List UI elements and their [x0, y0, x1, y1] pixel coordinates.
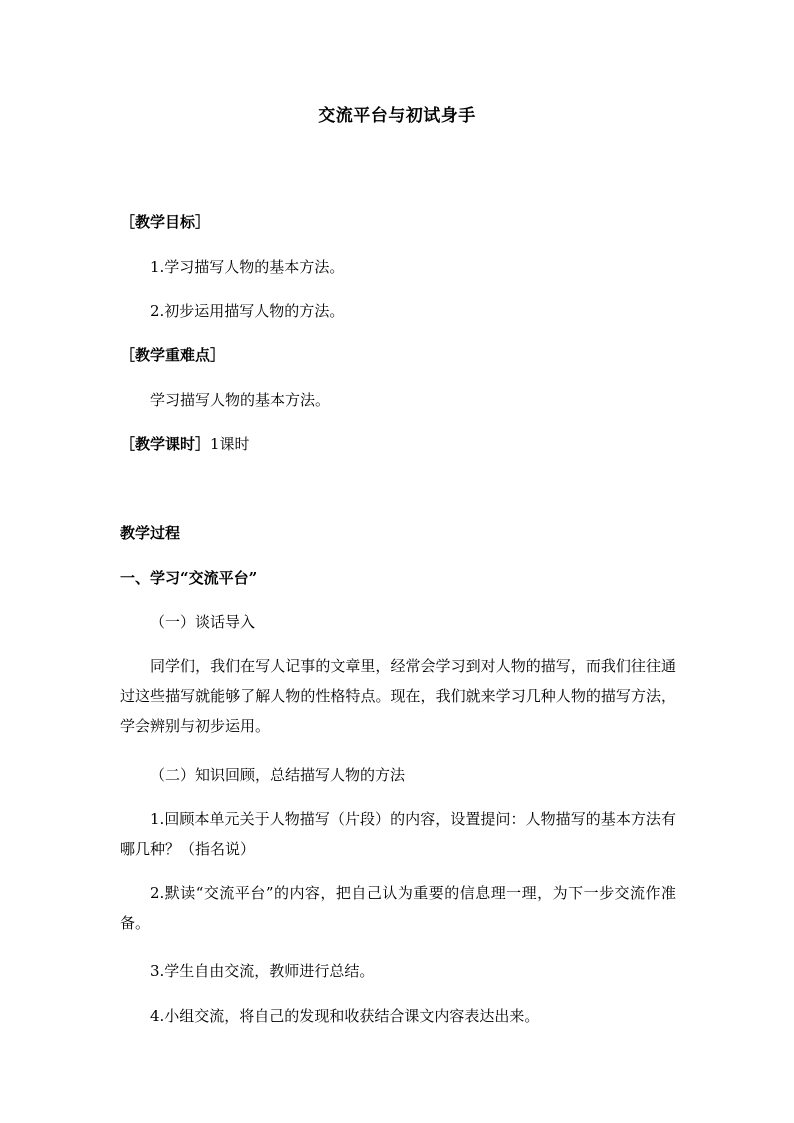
objectives-heading: ［教学目标］: [120, 213, 211, 231]
sub1-title: （一）谈话导入: [150, 613, 256, 631]
class-hours-heading: ［教学课时］: [120, 435, 211, 453]
class-hours-value: 1课时: [210, 435, 250, 453]
sub2-item-4: 4.小组交流，将自己的发现和收获结合课文内容表达出来。: [150, 1007, 540, 1025]
key-points-text: 学习描写人物的基本方法。: [150, 391, 331, 409]
sub1-paragraph: 同学们，我们在写人记事的文章里，经常会学习到对人物的描写，而我们往往通过这些描写就能够了解人物的性格特点。现在，我们就来学习几种人物的描写方法，学会辨别与初步运用。: [120, 657, 676, 735]
sub2-item-2: 2.默读“交流平台”的内容，把自己认为重要的信息理一理，为下一步交流作准备。: [120, 884, 676, 932]
process-heading: 教学过程: [120, 524, 181, 542]
objective-item-1: 1.学习描写人物的基本方法。: [150, 258, 345, 276]
sub2-item-1: 1.回顾本单元关于人物描写（片段）的内容，设置提问：人物描写的基本方法有哪几种？（指名说）: [120, 810, 676, 858]
class-hours-line: [120, 433, 250, 455]
sub2-item-3: 3.学生自由交流，教师进行总结。: [150, 962, 375, 980]
document-title: 交流平台与初试身手: [318, 106, 476, 126]
key-points-heading: ［教学重难点］: [120, 346, 226, 364]
section1-title: 一、学习“交流平台”: [120, 569, 258, 587]
objective-item-2: 2.初步运用描写人物的方法。: [150, 302, 345, 320]
sub2-title: （二）知识回顾，总结描写人物的方法: [150, 766, 406, 784]
